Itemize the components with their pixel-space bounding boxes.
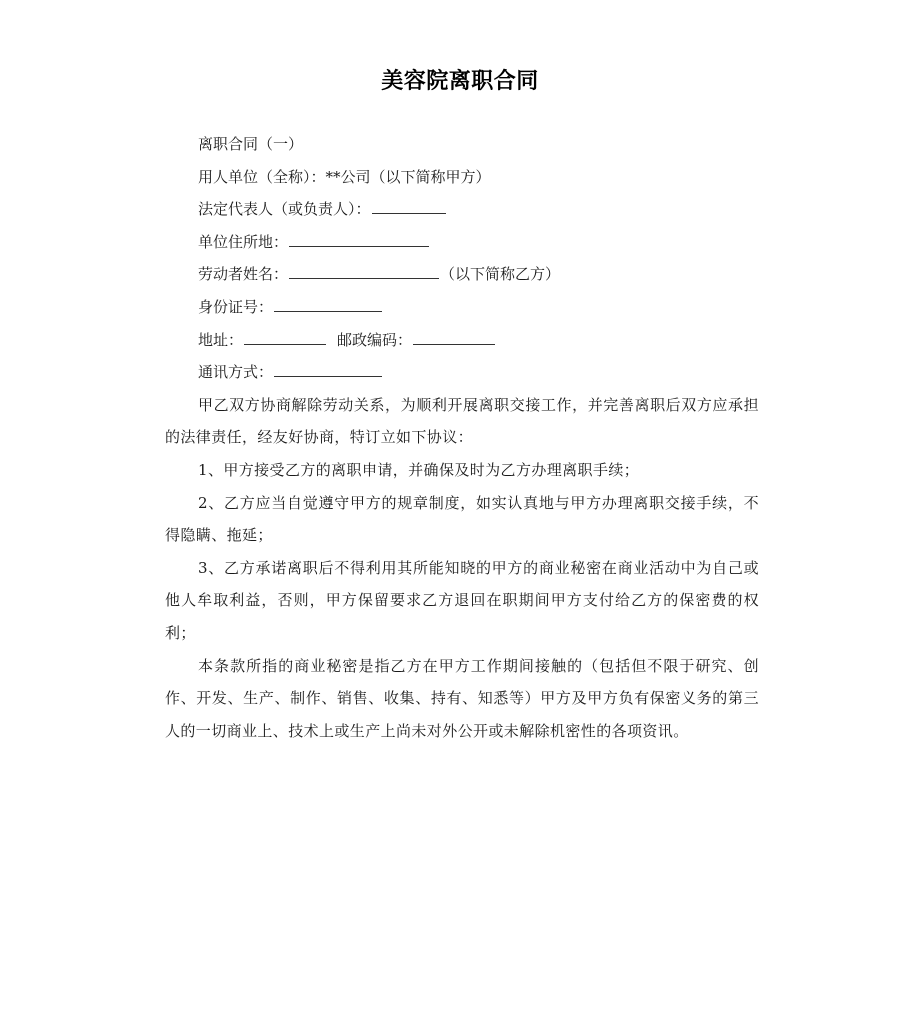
addr2-label: 地址： [198, 330, 244, 349]
addr-postal-line [165, 324, 759, 357]
document-title: 美容院离职合同 [381, 69, 539, 94]
worker-name-suffix: （以下简称乙方） [440, 265, 561, 284]
contact-blank [274, 361, 382, 377]
worker-name-line [165, 258, 759, 291]
document-body [165, 128, 759, 747]
contact-label: 通讯方式： [198, 363, 274, 382]
legal-rep-blank [372, 198, 446, 214]
clause-3: 3、乙方承诺离职后不得利用其所能知晓的甲方的商业秘密在商业活动中为自己或他人牟取利益，否则，甲方保留要求乙方退回在职期间甲方支付给乙方的保密费的权利； [165, 558, 759, 642]
contact-line [165, 356, 759, 389]
postal-blank [413, 329, 495, 345]
id-label: 身份证号： [198, 297, 274, 316]
intro-paragraph: 甲乙双方协商解除劳动关系，为顺利开展离职交接工作，并完善离职后双方应承担的法律责任，经友好协商，特订立如下协议： [165, 395, 759, 447]
address-label: 单位住所地： [198, 232, 289, 251]
postal-label: 邮政编码： [337, 330, 413, 349]
clause-2: 2、乙方应当自觉遵守甲方的规章制度，如实认真地与甲方办理离职交接手续，不得隐瞒、拖延； [165, 493, 759, 545]
legal-rep-label: 法定代表人（或负责人）： [198, 200, 371, 219]
addr2-blank [244, 329, 326, 345]
legal-rep-line [165, 193, 759, 226]
address-line [165, 226, 759, 259]
contract-heading: 离职合同（一） [198, 135, 304, 153]
employer-line: 用人单位（全称）：**公司（以下简称甲方） [198, 167, 491, 186]
id-line [165, 291, 759, 324]
clause-note: 本条款所指的商业秘密是指乙方在甲方工作期间接触的（包括但不限于研究、创作、开发、生产、制作、销售、收集、持有、知悉等）甲方及甲方负有保密义务的第三人的一切商业上、技术上或生产上尚未对外公开或未解除机密性的各项资讯。 [165, 656, 759, 740]
id-blank [274, 296, 382, 312]
clause-1: 1、甲方接受乙方的离职申请，并确保及时为乙方办理离职手续； [198, 460, 640, 479]
address-blank [289, 231, 429, 247]
worker-name-label: 劳动者姓名： [198, 265, 289, 284]
worker-name-blank [289, 263, 439, 279]
